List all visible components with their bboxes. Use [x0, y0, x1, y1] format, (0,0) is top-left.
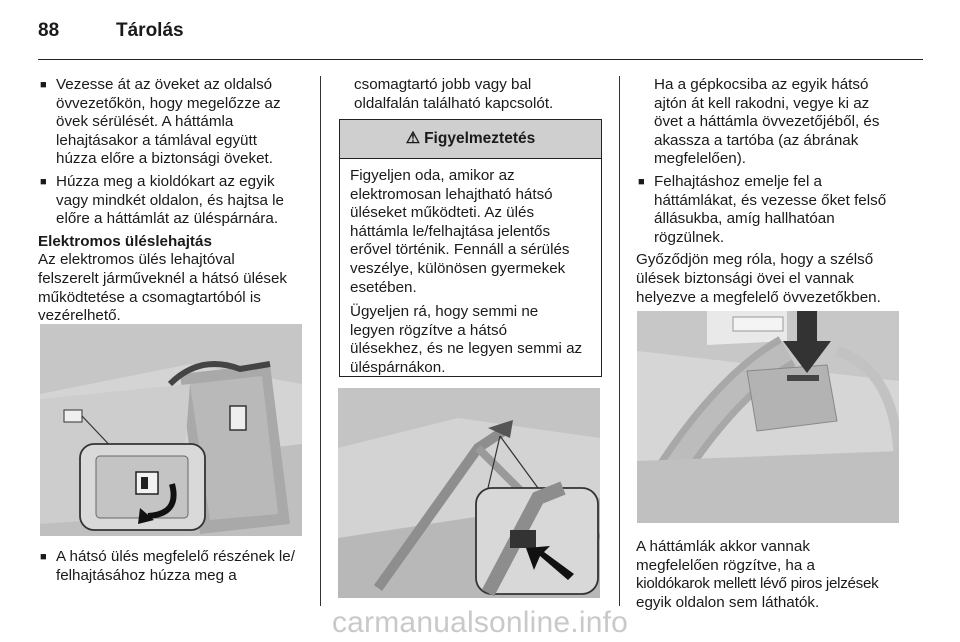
text-line: háttámla le/felhajtása jelentős — [350, 222, 551, 240]
text-line: övvezetőkön, hogy megelőzze az — [56, 94, 281, 112]
column-1-bottom — [38, 548, 308, 589]
text-line: esetében. — [350, 278, 417, 296]
warning-body — [340, 159, 601, 392]
text-line: üléseket működteti. Az ülés — [350, 204, 535, 222]
text-line: háttámlákat, és vezesse őket felső — [654, 191, 887, 209]
warning-title: Figyelmeztetés — [424, 129, 536, 147]
text-line: működtetése a csomagtartóból is — [38, 288, 261, 306]
text-line: Az elektromos ülés lehajtóval — [38, 251, 235, 269]
column-3 — [636, 76, 912, 307]
text-line: megfelelően rögzítve, ha a — [636, 556, 815, 574]
text-line: Győződjön meg róla, hogy a szélső — [636, 251, 874, 269]
text-line: ajtón át kell rakodni, vegye ki az — [654, 94, 870, 112]
text-line: Ha a gépkocsiba az egyik hátsó — [654, 76, 869, 93]
text-line: ■ A hátsó ülés megfelelő részének le/ — [56, 548, 295, 565]
text-line: vezérelhető. — [38, 307, 121, 325]
warning-box — [339, 119, 602, 377]
bullet-item — [38, 548, 308, 585]
page-title: Tárolás — [116, 20, 184, 41]
text-line: helyezve a megfelelő övvezetőkben. — [636, 288, 881, 306]
bullet-item — [636, 173, 912, 247]
text-line: Ügyeljen rá, hogy semmi ne — [350, 303, 539, 321]
bullet-item — [38, 173, 308, 229]
text-line: övek sérülését. A háttámla — [56, 113, 234, 131]
column-2 — [354, 76, 604, 113]
text-line: felszerelt járműveknél a hátsó ülések — [38, 269, 288, 287]
text-line: legyen rögzítve a hátsó — [350, 321, 508, 339]
text-line: Figyeljen oda, amikor az — [350, 167, 515, 184]
page-header — [0, 0, 960, 60]
column-1 — [38, 76, 308, 326]
column-divider-2 — [619, 76, 620, 606]
text-line: előre a háttámlát az üléspárnára. — [56, 210, 279, 228]
text-line: A háttámlák akkor vannak — [636, 538, 810, 555]
text-line: felhajtásához húzza meg a — [56, 566, 237, 584]
warning-paragraph — [350, 167, 592, 297]
text-line: húzza előre a biztonsági öveket. — [56, 150, 273, 168]
text-line: ■ Felhajtáshoz emelje fel a — [654, 172, 822, 190]
section-heading: Elektromos üléslehajtás — [38, 232, 212, 250]
column-divider-1 — [320, 76, 321, 606]
text-line: veszélye, különösen gyermekek — [350, 259, 566, 277]
text-line: elektromosan lehajtható hátsó — [350, 185, 553, 203]
text-line: övet a háttámla övvezetőjéből, és — [654, 113, 880, 131]
warning-paragraph — [350, 303, 592, 377]
text-line: egyik oldalon sem láthatók. — [636, 593, 820, 611]
text-line: állásukba, amíg hallhatóan — [654, 210, 835, 228]
figure-belt-holder — [338, 388, 600, 598]
text-line: ülések biztonsági övei el vannak — [636, 269, 854, 287]
text-line: akassza a tartóba (az ábrának — [654, 131, 859, 149]
continued-text — [636, 76, 912, 169]
text-line: ülésekhez, és ne legyen semmi az — [350, 340, 583, 358]
text-line: rögzülnek. — [654, 228, 725, 246]
text-line: lehajtásakor a támlával együtt — [56, 131, 257, 149]
text-line: megfelelően). — [654, 150, 747, 168]
column-3-bottom — [636, 538, 916, 612]
text-line: kioldókarok mellett lévő piros jelzések — [636, 575, 879, 593]
warning-triangle-icon: ⚠ — [405, 129, 421, 147]
watermark: carmanualsonline.info — [331, 606, 629, 639]
figure-seat-indicator — [637, 311, 899, 523]
header-divider — [38, 59, 923, 60]
warning-header — [340, 120, 601, 159]
figure-trunk-switch — [40, 324, 302, 536]
text-line: üléspárnákon. — [350, 358, 446, 376]
text-line: ■ Vezesse át az öveket az oldalsó — [56, 76, 273, 93]
bullet-item — [38, 76, 308, 169]
page-number: 88 — [38, 20, 60, 41]
text-line: oldalfalán található kapcsolót. — [354, 94, 554, 112]
text-line: csomagtartó jobb vagy bal — [354, 76, 532, 93]
text-line: erővel történik. Fennáll a sérülés — [350, 241, 570, 259]
text-line: vagy mindkét oldalon, és hajtsa le — [56, 191, 284, 209]
text-line: ■ Húzza meg a kioldókart az egyik — [56, 172, 275, 190]
